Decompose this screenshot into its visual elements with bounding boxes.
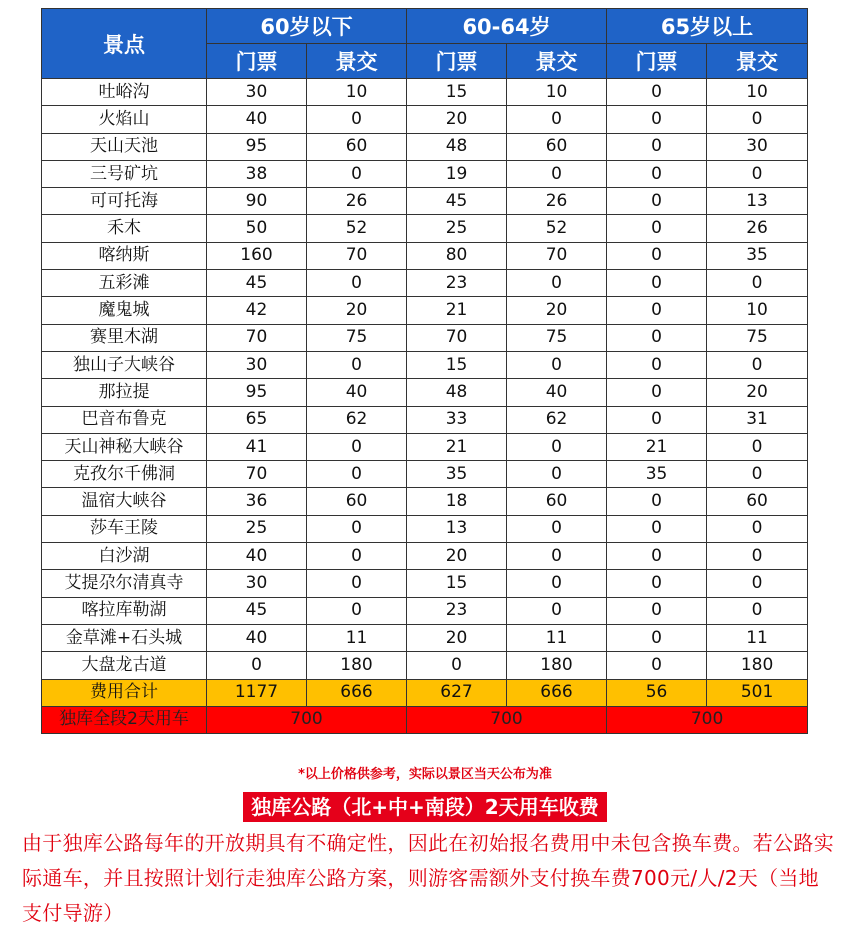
price-cell: 30 — [207, 570, 307, 597]
price-cell: 0 — [607, 133, 707, 160]
price-cell: 0 — [407, 652, 507, 679]
price-cell: 10 — [707, 297, 808, 324]
price-cell: 60 — [307, 133, 407, 160]
price-cell: 11 — [307, 624, 407, 651]
price-cell: 0 — [507, 270, 607, 297]
price-cell: 0 — [607, 106, 707, 133]
price-cell: 0 — [707, 433, 808, 460]
spot-name: 三号矿坑 — [42, 160, 207, 187]
price-cell: 25 — [407, 215, 507, 242]
price-cell: 38 — [207, 160, 307, 187]
price-cell: 45 — [407, 188, 507, 215]
price-cell: 0 — [707, 570, 808, 597]
spot-name: 克孜尔千佛洞 — [42, 461, 207, 488]
price-cell: 0 — [507, 515, 607, 542]
price-cell: 0 — [607, 297, 707, 324]
price-cell: 0 — [307, 515, 407, 542]
price-cell: 20 — [407, 624, 507, 651]
total-cell: 1177 — [207, 679, 307, 706]
price-cell: 0 — [507, 461, 607, 488]
price-cell: 75 — [507, 324, 607, 351]
price-cell: 40 — [307, 379, 407, 406]
car-fee-label: 独库全段2天用车 — [42, 706, 207, 733]
price-cell: 0 — [607, 406, 707, 433]
price-cell: 48 — [407, 133, 507, 160]
price-cell: 31 — [707, 406, 808, 433]
price-cell: 180 — [307, 652, 407, 679]
spot-name: 火焰山 — [42, 106, 207, 133]
price-cell: 0 — [607, 351, 707, 378]
price-cell: 52 — [307, 215, 407, 242]
price-note: *以上价格供参考，实际以景区当天公布为准 — [298, 767, 552, 782]
price-cell: 35 — [607, 461, 707, 488]
price-cell: 15 — [407, 351, 507, 378]
price-cell: 20 — [707, 379, 808, 406]
price-cell: 0 — [707, 270, 808, 297]
price-cell: 70 — [507, 242, 607, 269]
price-cell: 160 — [207, 242, 307, 269]
price-cell: 15 — [407, 570, 507, 597]
price-cell: 20 — [507, 297, 607, 324]
price-cell: 60 — [507, 133, 607, 160]
banner-wrap — [0, 792, 850, 822]
header-group-65plus: 65岁以上 — [607, 9, 808, 44]
table-row — [42, 624, 808, 651]
price-cell: 0 — [707, 597, 808, 624]
spot-name: 艾提尕尔清真寺 — [42, 570, 207, 597]
price-cell: 80 — [407, 242, 507, 269]
price-cell: 0 — [707, 351, 808, 378]
price-cell: 70 — [407, 324, 507, 351]
price-cell: 60 — [507, 488, 607, 515]
table-row — [42, 242, 808, 269]
table-row — [42, 488, 808, 515]
table-row — [42, 270, 808, 297]
price-table — [41, 8, 808, 734]
spot-name: 巴音布鲁克 — [42, 406, 207, 433]
price-cell: 11 — [507, 624, 607, 651]
price-cell: 13 — [707, 188, 808, 215]
price-cell: 0 — [507, 351, 607, 378]
spot-name: 大盘龙古道 — [42, 652, 207, 679]
price-cell: 0 — [607, 624, 707, 651]
price-cell: 70 — [207, 324, 307, 351]
spot-name: 天山神秘大峡谷 — [42, 433, 207, 460]
price-cell: 23 — [407, 597, 507, 624]
price-cell: 0 — [307, 597, 407, 624]
header-sub: 景交 — [307, 44, 407, 79]
header-group-under60: 60岁以下 — [207, 9, 407, 44]
price-cell: 0 — [607, 597, 707, 624]
price-cell: 62 — [307, 406, 407, 433]
price-cell: 180 — [707, 652, 808, 679]
price-cell: 0 — [607, 160, 707, 187]
price-cell: 42 — [207, 297, 307, 324]
table-row — [42, 461, 808, 488]
price-cell: 0 — [607, 652, 707, 679]
spot-name: 魔鬼城 — [42, 297, 207, 324]
header-sub: 门票 — [407, 44, 507, 79]
price-cell: 0 — [607, 488, 707, 515]
price-cell: 0 — [607, 379, 707, 406]
spot-name: 莎车王陵 — [42, 515, 207, 542]
spot-name: 白沙湖 — [42, 543, 207, 570]
table-row — [42, 597, 808, 624]
table-row — [42, 297, 808, 324]
spot-name: 那拉提 — [42, 379, 207, 406]
spot-name: 喀纳斯 — [42, 242, 207, 269]
price-cell: 0 — [307, 461, 407, 488]
price-cell: 23 — [407, 270, 507, 297]
price-cell: 36 — [207, 488, 307, 515]
price-cell: 0 — [607, 270, 707, 297]
price-cell: 40 — [507, 379, 607, 406]
price-cell: 21 — [407, 433, 507, 460]
price-cell: 26 — [507, 188, 607, 215]
price-cell: 40 — [207, 106, 307, 133]
price-cell: 0 — [307, 433, 407, 460]
car-fee-cell: 700 — [607, 706, 808, 733]
price-cell: 0 — [707, 543, 808, 570]
price-cell: 0 — [507, 570, 607, 597]
price-cell: 21 — [607, 433, 707, 460]
spot-name: 独山子大峡谷 — [42, 351, 207, 378]
spot-name: 赛里木湖 — [42, 324, 207, 351]
price-cell: 0 — [307, 160, 407, 187]
price-cell: 13 — [407, 515, 507, 542]
table-row — [42, 543, 808, 570]
table-row — [42, 406, 808, 433]
table-row — [42, 160, 808, 187]
price-cell: 0 — [307, 270, 407, 297]
price-cell: 19 — [407, 160, 507, 187]
price-cell: 35 — [707, 242, 808, 269]
car-fee-row — [42, 706, 808, 733]
price-cell: 11 — [707, 624, 808, 651]
spot-name: 吐峪沟 — [42, 79, 207, 106]
price-cell: 90 — [207, 188, 307, 215]
price-cell: 25 — [207, 515, 307, 542]
table-row — [42, 106, 808, 133]
price-cell: 0 — [307, 543, 407, 570]
price-cell: 0 — [707, 106, 808, 133]
price-cell: 70 — [307, 242, 407, 269]
price-cell: 10 — [707, 79, 808, 106]
price-cell: 0 — [207, 652, 307, 679]
price-cell: 10 — [507, 79, 607, 106]
price-cell: 0 — [607, 324, 707, 351]
price-cell: 0 — [307, 570, 407, 597]
price-cell: 95 — [207, 379, 307, 406]
spot-name: 天山天池 — [42, 133, 207, 160]
price-cell: 45 — [207, 597, 307, 624]
price-cell: 0 — [607, 515, 707, 542]
price-cell: 21 — [407, 297, 507, 324]
price-cell: 18 — [407, 488, 507, 515]
spot-name: 禾木 — [42, 215, 207, 242]
price-cell: 60 — [307, 488, 407, 515]
total-cell: 666 — [507, 679, 607, 706]
price-cell: 48 — [407, 379, 507, 406]
total-row — [42, 679, 808, 706]
header-sub: 门票 — [207, 44, 307, 79]
total-label: 费用合计 — [42, 679, 207, 706]
table-row — [42, 652, 808, 679]
table-row — [42, 433, 808, 460]
spot-name: 可可托海 — [42, 188, 207, 215]
price-cell: 0 — [507, 433, 607, 460]
header-sub: 门票 — [607, 44, 707, 79]
price-cell: 0 — [507, 106, 607, 133]
total-cell: 627 — [407, 679, 507, 706]
table-row — [42, 515, 808, 542]
spot-name: 喀拉库勒湖 — [42, 597, 207, 624]
table-row — [42, 379, 808, 406]
price-cell: 75 — [307, 324, 407, 351]
car-fee-cell: 700 — [407, 706, 607, 733]
total-cell: 666 — [307, 679, 407, 706]
price-cell: 0 — [507, 543, 607, 570]
price-cell: 0 — [307, 351, 407, 378]
table-row — [42, 570, 808, 597]
price-cell: 15 — [407, 79, 507, 106]
table-row — [42, 79, 808, 106]
table-body — [42, 79, 808, 734]
price-cell: 60 — [707, 488, 808, 515]
price-cell: 33 — [407, 406, 507, 433]
price-cell: 20 — [307, 297, 407, 324]
price-cell: 26 — [707, 215, 808, 242]
price-cell: 52 — [507, 215, 607, 242]
price-cell: 0 — [707, 461, 808, 488]
fee-paragraph: 由于独库公路每年的开放期具有不确定性，因此在初始报名费用中未包含换车费。若公路实际通车，并且按照计划行走独库公路方案，则游客需额外支付换车费700元/人/2天（当地支付导游） — [22, 831, 834, 925]
price-cell: 26 — [307, 188, 407, 215]
price-cell: 65 — [207, 406, 307, 433]
price-cell: 180 — [507, 652, 607, 679]
price-cell: 75 — [707, 324, 808, 351]
price-cell: 0 — [707, 515, 808, 542]
price-cell: 30 — [207, 79, 307, 106]
price-cell: 0 — [607, 188, 707, 215]
price-cell: 0 — [607, 215, 707, 242]
price-cell: 0 — [707, 160, 808, 187]
price-cell: 95 — [207, 133, 307, 160]
spot-name: 金草滩+石头城 — [42, 624, 207, 651]
spot-name: 五彩滩 — [42, 270, 207, 297]
table-row — [42, 215, 808, 242]
price-cell: 10 — [307, 79, 407, 106]
price-cell: 62 — [507, 406, 607, 433]
price-cell: 0 — [307, 106, 407, 133]
price-cell: 0 — [607, 570, 707, 597]
price-cell: 20 — [407, 543, 507, 570]
table-row — [42, 351, 808, 378]
header-spot: 景点 — [42, 9, 207, 79]
header-sub: 景交 — [507, 44, 607, 79]
section-banner: 独库公路（北+中+南段）2天用车收费 — [243, 792, 606, 822]
price-cell: 35 — [407, 461, 507, 488]
price-cell: 30 — [707, 133, 808, 160]
price-cell: 30 — [207, 351, 307, 378]
price-cell: 20 — [407, 106, 507, 133]
price-cell: 0 — [607, 242, 707, 269]
total-cell: 56 — [607, 679, 707, 706]
price-cell: 0 — [607, 543, 707, 570]
price-cell: 0 — [607, 79, 707, 106]
price-cell: 40 — [207, 624, 307, 651]
price-cell: 0 — [507, 160, 607, 187]
price-cell: 50 — [207, 215, 307, 242]
header-group-60-64: 60-64岁 — [407, 9, 607, 44]
car-fee-cell: 700 — [207, 706, 407, 733]
price-cell: 45 — [207, 270, 307, 297]
table-row — [42, 133, 808, 160]
spot-name: 温宿大峡谷 — [42, 488, 207, 515]
price-cell: 41 — [207, 433, 307, 460]
total-cell: 501 — [707, 679, 808, 706]
price-cell: 40 — [207, 543, 307, 570]
price-cell: 70 — [207, 461, 307, 488]
price-cell: 0 — [507, 597, 607, 624]
table-row — [42, 324, 808, 351]
header-sub: 景交 — [707, 44, 808, 79]
table-row — [42, 188, 808, 215]
